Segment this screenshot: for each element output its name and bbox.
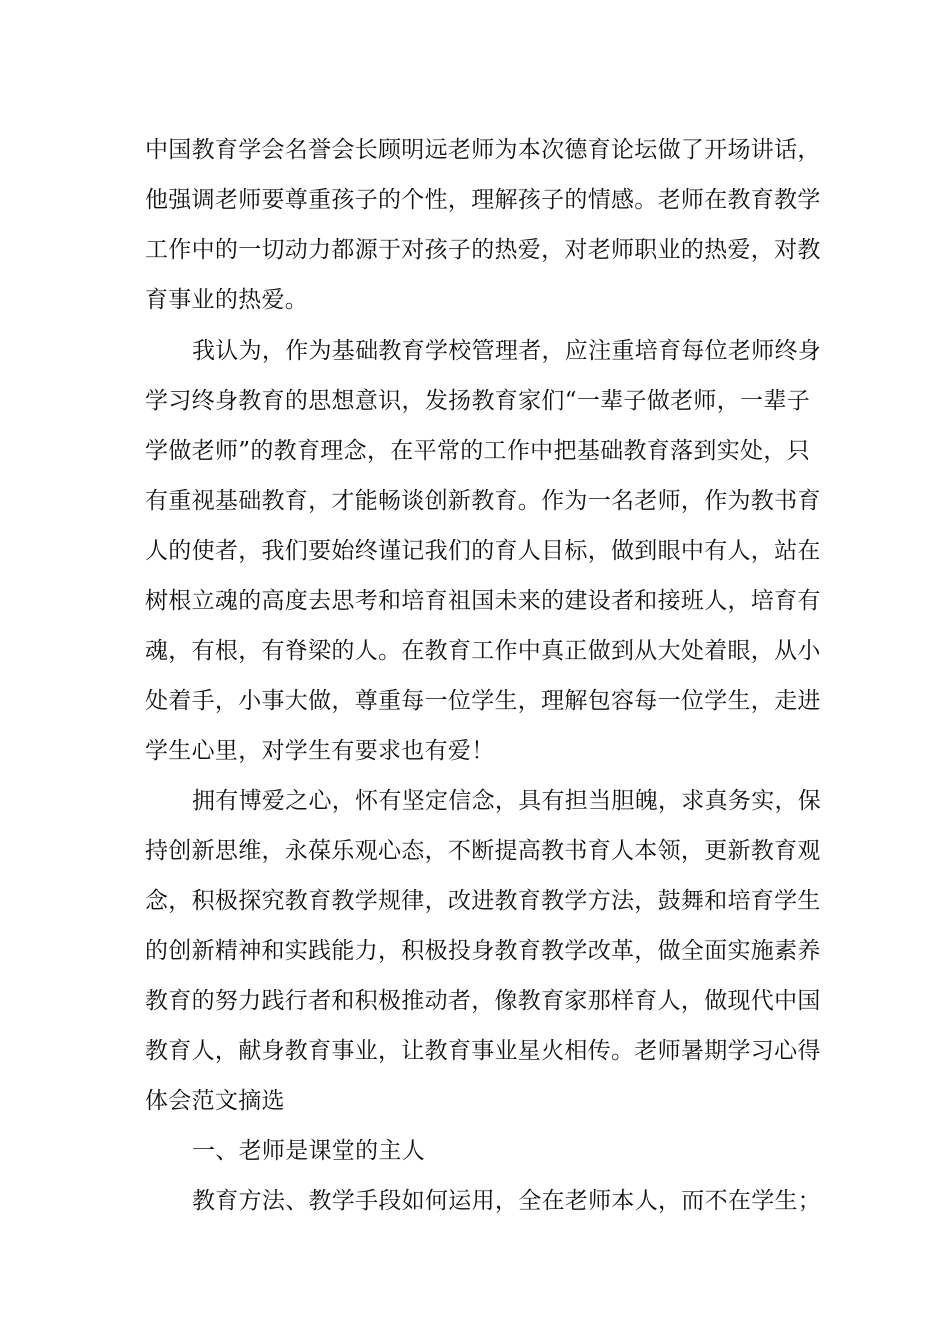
text-line: 人的使者，我们要始终谨记我们的育人目标，做到眼中有人，站在 xyxy=(145,538,821,564)
text-line: 他强调老师要尊重孩子的个性，理解孩子的情感。老师在教育教学 xyxy=(145,187,821,213)
text-line: 学做老师”的教育理念，在平常的工作中把基础教育落到实处，只 xyxy=(145,438,810,464)
section-heading: 一、老师是课堂的主人 xyxy=(192,1138,425,1164)
text-line: 工作中的一切动力都源于对孩子的热爱，对老师职业的热爱，对教 xyxy=(145,237,821,263)
text-line: 处着手，小事大做，尊重每一位学生，理解包容每一位学生，走进 xyxy=(145,688,821,714)
text-line: 的创新精神和实践能力，积极投身教育教学改革，做全面实施素养 xyxy=(145,938,821,964)
text-line: 拥有博爱之心，怀有坚定信念，具有担当胆魄，求真务实，保 xyxy=(192,788,822,814)
text-line: 我认为，作为基础教育学校管理者，应注重培育每位老师终身 xyxy=(192,338,822,364)
text-line: 学习终身教育的思想意识，发扬教育家们“一辈子做老师，一辈子 xyxy=(145,388,810,414)
text-line: 魂，有根，有脊梁的人。在教育工作中真正做到从大处着眼，从小 xyxy=(145,638,821,664)
text-line: 教育的努力践行者和积极推动者，像教育家那样育人，做现代中国 xyxy=(145,988,821,1014)
text-line: 教育方法、教学手段如何运用，全在老师本人，而不在学生； xyxy=(192,1188,822,1214)
text-line: 有重视基础教育，才能畅谈创新教育。作为一名老师，作为教书育 xyxy=(145,488,821,514)
text-line: 体会范文摘选 xyxy=(145,1088,285,1114)
text-line: 树根立魂的高度去思考和培育祖国未来的建设者和接班人，培育有 xyxy=(145,588,821,614)
text-line: 念，积极探究教育教学规律，改进教育教学方法，鼓舞和培育学生 xyxy=(145,888,821,914)
text-line: 中国教育学会名誉会长顾明远老师为本次德育论坛做了开场讲话， xyxy=(145,137,821,163)
text-line: 教育人，献身教育事业，让教育事业星火相传。老师暑期学习心得 xyxy=(145,1038,821,1064)
text-line: 持创新思维，永葆乐观心态，不断提高教书育人本领，更新教育观 xyxy=(145,838,821,864)
text-line: 学生心里，对学生有要求也有爱！ xyxy=(145,738,495,764)
text-line: 育事业的热爱。 xyxy=(145,287,309,313)
